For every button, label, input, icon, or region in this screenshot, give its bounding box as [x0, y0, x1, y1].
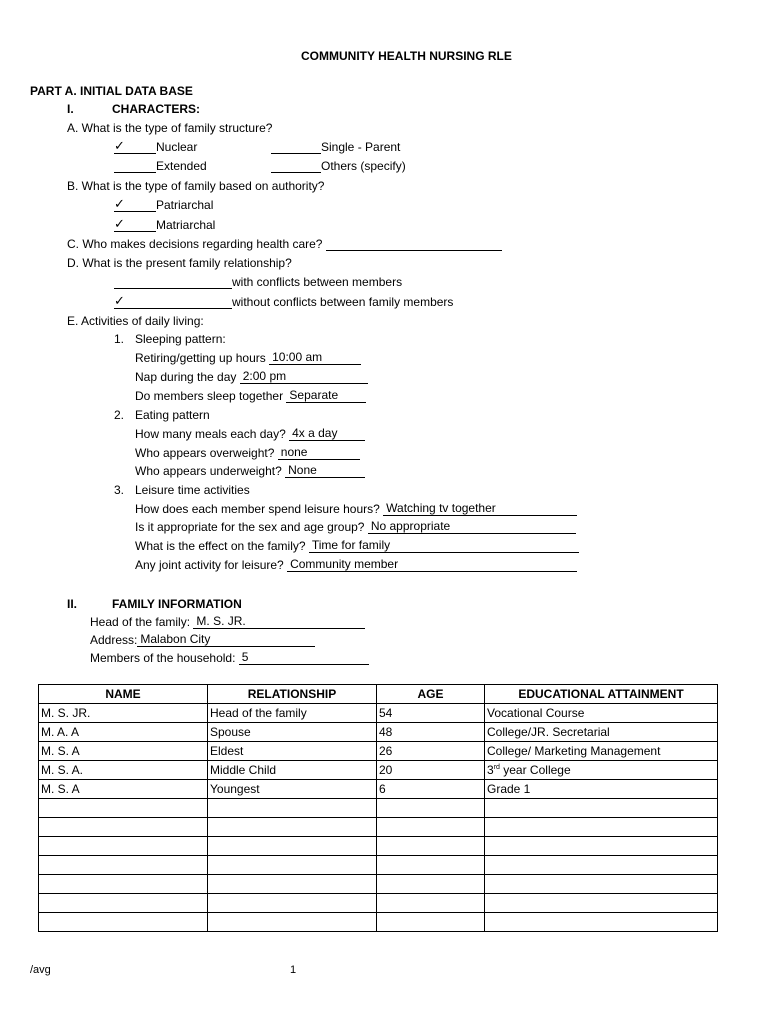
answer-value: Watching tv together	[386, 501, 496, 515]
check-icon: ✓	[114, 293, 125, 308]
option-label: with conflicts between members	[232, 275, 403, 289]
option-single-parent	[271, 140, 400, 154]
table-row	[39, 723, 718, 742]
cell-name[interactable]: M. S. JR.	[39, 704, 208, 723]
answer-value: 4x a day	[292, 426, 338, 440]
household-members-row	[90, 651, 369, 665]
cell-education[interactable]: Vocational Course	[485, 704, 718, 723]
option-others	[271, 159, 406, 173]
matriarchal-checkbox-line[interactable]	[114, 218, 156, 232]
option-extended	[114, 159, 207, 173]
empty-table-row	[39, 818, 718, 837]
empty-cell[interactable]	[208, 818, 377, 837]
option-label: without conflicts between family members	[232, 295, 454, 309]
footer-initials: /avg	[30, 964, 51, 976]
sleep-number: 1.	[114, 332, 125, 346]
question-text: How does each member spend leisure hours?	[135, 502, 380, 516]
empty-cell[interactable]	[208, 799, 377, 818]
option-without-conflicts	[114, 295, 453, 309]
with-conflicts-line[interactable]	[114, 275, 232, 289]
empty-cell[interactable]	[39, 894, 208, 913]
cell-name[interactable]: M. S. A	[39, 780, 208, 799]
table-row	[39, 742, 718, 761]
address-field[interactable]	[137, 633, 315, 647]
field-label: Members of the household:	[90, 651, 236, 665]
question-text: Who appears overweight?	[135, 446, 275, 460]
cell-relationship[interactable]: Eldest	[208, 742, 377, 761]
joint-activity-field[interactable]	[287, 558, 577, 572]
table-row	[39, 780, 718, 799]
empty-cell[interactable]	[208, 894, 377, 913]
answer-value: No appropriate	[370, 519, 451, 533]
question-text: Retiring/getting up hours	[135, 351, 266, 365]
answer-value: Community member	[290, 557, 399, 571]
section-1-heading: CHARACTERS:	[112, 102, 200, 116]
cell-age[interactable]: 26	[377, 742, 485, 761]
answer-value: Time for family	[311, 538, 391, 552]
question-c-text: C. Who makes decisions regarding health care?	[67, 237, 323, 251]
empty-cell[interactable]	[485, 913, 718, 932]
empty-cell[interactable]	[208, 875, 377, 894]
empty-table-row	[39, 837, 718, 856]
cell-relationship[interactable]: Youngest	[208, 780, 377, 799]
option-label: Others (specify)	[321, 159, 406, 173]
head-of-family-row	[90, 615, 365, 629]
cell-education[interactable]	[485, 761, 718, 780]
column-header-name: NAME	[39, 685, 208, 704]
cell-relationship[interactable]: Spouse	[208, 723, 377, 742]
section-2-heading: FAMILY INFORMATION	[112, 597, 242, 611]
question-text: Who appears underweight?	[135, 464, 282, 478]
cell-name[interactable]: M. S. A	[39, 742, 208, 761]
empty-table-row	[39, 894, 718, 913]
underweight-field[interactable]	[285, 464, 365, 478]
question-text: Nap during the day	[135, 370, 237, 384]
empty-cell[interactable]	[377, 913, 485, 932]
empty-table-row	[39, 913, 718, 932]
cell-education[interactable]: Grade 1	[485, 780, 718, 799]
table-row	[39, 704, 718, 723]
empty-table-row	[39, 856, 718, 875]
empty-cell[interactable]	[39, 837, 208, 856]
option-label: Nuclear	[156, 140, 198, 154]
option-label: Patriarchal	[156, 198, 214, 212]
household-members-field[interactable]	[239, 651, 369, 665]
part-a-heading: PART A. INITIAL DATA BASE	[30, 84, 193, 98]
answer-value: 2:00 pm	[242, 369, 287, 383]
field-value: M. S. JR.	[196, 614, 246, 628]
leisure-hours-field[interactable]	[383, 502, 577, 516]
question-text: What is the effect on the family?	[135, 539, 306, 553]
head-of-family-field[interactable]	[193, 615, 365, 629]
cell-name[interactable]: M. A. A	[39, 723, 208, 742]
empty-cell[interactable]	[485, 894, 718, 913]
eat-heading: Eating pattern	[135, 408, 210, 422]
question-d: D. What is the present family relationship?	[67, 256, 292, 270]
household-table	[38, 684, 718, 932]
column-header-education: EDUCATIONAL ATTAINMENT	[485, 685, 718, 704]
page-title: COMMUNITY HEALTH NURSING RLE	[301, 49, 512, 63]
answer-value: 10:00 am	[272, 350, 323, 364]
question-text: Any joint activity for leisure?	[135, 558, 284, 572]
check-icon: ✓	[114, 138, 125, 153]
section-2-number: II.	[67, 597, 78, 611]
empty-cell[interactable]	[377, 856, 485, 875]
sleep-q2	[135, 370, 368, 384]
without-conflicts-checkbox-line[interactable]	[114, 295, 232, 309]
empty-cell[interactable]	[485, 799, 718, 818]
empty-cell[interactable]	[485, 856, 718, 875]
option-label: Matriarchal	[156, 218, 216, 232]
column-header-relationship: RELATIONSHIP	[208, 685, 377, 704]
empty-cell[interactable]	[39, 913, 208, 932]
edu-rest: year College	[499, 763, 571, 777]
question-e: E. Activities of daily living:	[67, 314, 204, 328]
eat-q2	[135, 446, 360, 460]
question-text: How many meals each day?	[135, 427, 286, 441]
answer-value: Separate	[289, 388, 339, 402]
cell-relationship[interactable]: Middle Child	[208, 761, 377, 780]
question-a: A. What is the type of family structure?	[67, 121, 273, 135]
sleep-heading: Sleeping pattern:	[135, 332, 226, 346]
cell-relationship[interactable]: Head of the family	[208, 704, 377, 723]
address-row	[90, 633, 315, 647]
field-label: Head of the family:	[90, 615, 191, 629]
empty-cell[interactable]	[208, 913, 377, 932]
question-c	[67, 237, 502, 251]
question-text: Is it appropriate for the sex and age group?	[135, 520, 365, 534]
patriarchal-checkbox-line[interactable]	[114, 198, 156, 212]
overweight-field[interactable]	[278, 446, 360, 460]
empty-cell[interactable]	[39, 856, 208, 875]
question-text: Do members sleep together	[135, 389, 284, 403]
empty-cell[interactable]	[485, 837, 718, 856]
empty-cell[interactable]	[377, 894, 485, 913]
retiring-hours-field[interactable]	[269, 351, 361, 365]
effect-field[interactable]	[309, 539, 579, 553]
empty-cell[interactable]	[39, 818, 208, 837]
empty-table-row	[39, 799, 718, 818]
single-parent-line[interactable]	[271, 140, 321, 154]
empty-cell[interactable]	[377, 875, 485, 894]
cell-education[interactable]: College/ Marketing Management	[485, 742, 718, 761]
empty-cell[interactable]	[485, 875, 718, 894]
empty-cell[interactable]	[39, 875, 208, 894]
option-label: Extended	[156, 159, 207, 173]
empty-cell[interactable]	[39, 799, 208, 818]
table-row	[39, 761, 718, 780]
eat-q3	[135, 464, 365, 478]
sleep-q1	[135, 351, 361, 365]
eat-number: 2.	[114, 408, 125, 422]
ordinal-suffix: rd	[493, 764, 500, 771]
eat-q1	[135, 427, 365, 441]
decision-maker-field[interactable]	[326, 237, 502, 251]
empty-table-row	[39, 875, 718, 894]
option-nuclear	[114, 140, 197, 154]
section-1-number: I.	[67, 102, 74, 116]
option-label: Single - Parent	[321, 140, 401, 154]
empty-cell[interactable]	[377, 818, 485, 837]
answer-value: none	[280, 445, 308, 459]
column-header-age: AGE	[377, 685, 485, 704]
cell-age[interactable]: 20	[377, 761, 485, 780]
option-with-conflicts	[114, 275, 402, 289]
option-matriarchal	[114, 218, 215, 232]
cell-age[interactable]: 6	[377, 780, 485, 799]
cell-age[interactable]: 54	[377, 704, 485, 723]
nuclear-checkbox-line[interactable]	[114, 140, 156, 154]
meals-field[interactable]	[289, 427, 365, 441]
nap-field[interactable]	[240, 370, 368, 384]
leisure-number: 3.	[114, 483, 125, 497]
option-patriarchal	[114, 198, 213, 212]
empty-cell[interactable]	[208, 856, 377, 875]
appropriate-field[interactable]	[368, 520, 576, 534]
leisure-heading: Leisure time activities	[135, 483, 250, 497]
leisure-q3	[135, 539, 579, 553]
answer-value: None	[288, 463, 317, 477]
leisure-q1	[135, 502, 577, 516]
sleep-together-field[interactable]	[286, 389, 366, 403]
cell-age[interactable]: 48	[377, 723, 485, 742]
leisure-q4	[135, 558, 577, 572]
table-header-row	[39, 685, 718, 704]
check-icon: ✓	[114, 196, 125, 211]
field-label: Address:	[90, 633, 138, 647]
page-number: 1	[290, 964, 297, 976]
empty-cell[interactable]	[377, 837, 485, 856]
others-line[interactable]	[271, 159, 321, 173]
field-value: 5	[241, 650, 249, 664]
sleep-q3	[135, 389, 366, 403]
field-value: Malabon City	[140, 632, 211, 646]
check-icon: ✓	[114, 216, 125, 231]
extended-line[interactable]	[114, 159, 156, 173]
empty-cell[interactable]	[485, 818, 718, 837]
empty-cell[interactable]	[208, 837, 377, 856]
leisure-q2	[135, 520, 576, 534]
cell-name[interactable]: M. S. A.	[39, 761, 208, 780]
cell-education[interactable]: College/JR. Secretarial	[485, 723, 718, 742]
edu-year: 3	[487, 763, 494, 777]
empty-cell[interactable]	[377, 799, 485, 818]
question-b: B. What is the type of family based on authority?	[67, 179, 325, 193]
